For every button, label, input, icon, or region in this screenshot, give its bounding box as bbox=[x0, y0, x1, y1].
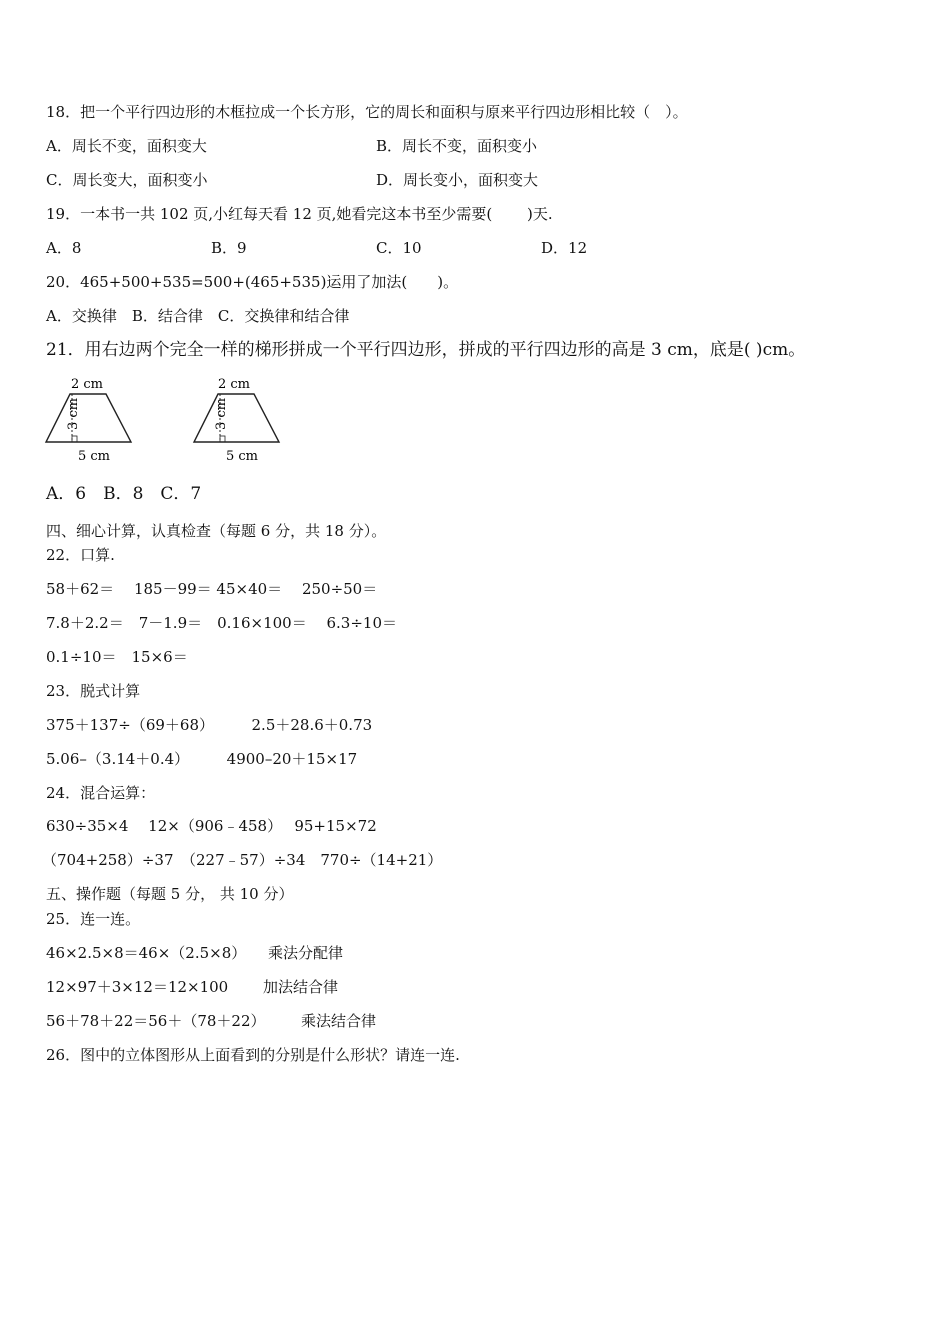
q23-stem: 23．脱式计算 bbox=[46, 682, 141, 700]
trapezoid-right-top-label: 2 cm bbox=[218, 377, 251, 392]
q19-option-a: A．8 bbox=[46, 239, 82, 257]
q25-expression: 12×97＋3×12＝12×100 bbox=[46, 978, 229, 996]
q26-stem: 26．图中的立体图形从上面看到的分别是什么形状？请连一连. bbox=[46, 1046, 460, 1064]
q24-stem: 24．混合运算： bbox=[46, 784, 156, 802]
q23-row1: 375＋137÷（69＋68） 2.5＋28.6＋0.73 bbox=[46, 716, 373, 734]
q25-law: 乘法分配律 bbox=[268, 944, 344, 962]
q24-row2: （704+258）÷37 （227﹣57）÷34 770÷（14+21） bbox=[42, 851, 443, 869]
q20-stem: 20．465+500+535=500+(465+535)运用了加法( )。 bbox=[46, 273, 459, 291]
section4-title: 四、细心计算，认真检查（每题 6 分，共 18 分）。 bbox=[46, 522, 387, 540]
trapezoid-left-top-label: 2 cm bbox=[71, 377, 104, 392]
q21-options: A．6 B．8 C．7 bbox=[46, 484, 202, 504]
q22-stem: 22．口算. bbox=[46, 546, 115, 564]
q22-row3: 0.1÷10＝ 15×6＝ bbox=[46, 648, 188, 666]
q25-law: 加法结合律 bbox=[263, 978, 339, 996]
trapezoid-right-bottom-label: 5 cm bbox=[226, 449, 259, 464]
q19-option-d: D．12 bbox=[541, 239, 588, 257]
q25-law: 乘法结合律 bbox=[301, 1012, 377, 1030]
q19-option-c: C．10 bbox=[376, 239, 422, 257]
q20-options: A．交换律 B．结合律 C．交换律和结合律 bbox=[46, 307, 350, 325]
q19-option-b: B．9 bbox=[211, 239, 247, 257]
q18-option-d: D．周长变小，面积变大 bbox=[376, 171, 539, 189]
q25-expression: 46×2.5×8＝46×（2.5×8） bbox=[46, 944, 247, 962]
q24-row1: 630÷35×4 12×（906﹣458） 95+15×72 bbox=[46, 817, 377, 835]
q25-stem: 25．连一连。 bbox=[46, 910, 141, 928]
q19-stem: 19．一本书一共 102 页,小红每天看 12 页,她看完这本书至少需要( )天. bbox=[46, 205, 553, 223]
section5-title: 五、操作题（每题 5 分， 共 10 分） bbox=[46, 885, 294, 903]
q18-option-b: B．周长不变，面积变小 bbox=[376, 137, 538, 155]
trapezoid-figure-right bbox=[194, 377, 279, 464]
q22-row1: 58＋62＝ 185－99＝ 45×40＝ 250÷50＝ bbox=[46, 580, 378, 598]
trapezoid-figure-left bbox=[46, 377, 131, 464]
trapezoid-left-height-label: 3 cm bbox=[66, 397, 81, 430]
q18-option-c: C．周长变大，面积变小 bbox=[46, 171, 208, 189]
q18-option-a: A．周长不变，面积变大 bbox=[46, 137, 207, 155]
q23-row2: 5.06–（3.14＋0.4） 4900–20＋15×17 bbox=[46, 750, 358, 768]
trapezoid-right-height-label: 3 cm bbox=[214, 397, 229, 430]
q21-stem: 21．用右边两个完全一样的梯形拼成一个平行四边形，拼成的平行四边形的高是 3 cm，底是( )cm。 bbox=[46, 340, 806, 360]
q22-row2: 7.8＋2.2＝ 7－1.9＝ 0.16×100＝ 6.3÷10＝ bbox=[46, 614, 397, 632]
trapezoid-figures bbox=[40, 372, 300, 466]
q25-expression: 56＋78＋22＝56＋（78＋22） bbox=[46, 1012, 266, 1030]
trapezoid-left-bottom-label: 5 cm bbox=[78, 449, 111, 464]
q18-stem: 18．把一个平行四边形的木框拉成一个长方形，它的周长和面积与原来平行四边形相比较（ ）。 bbox=[46, 103, 688, 121]
